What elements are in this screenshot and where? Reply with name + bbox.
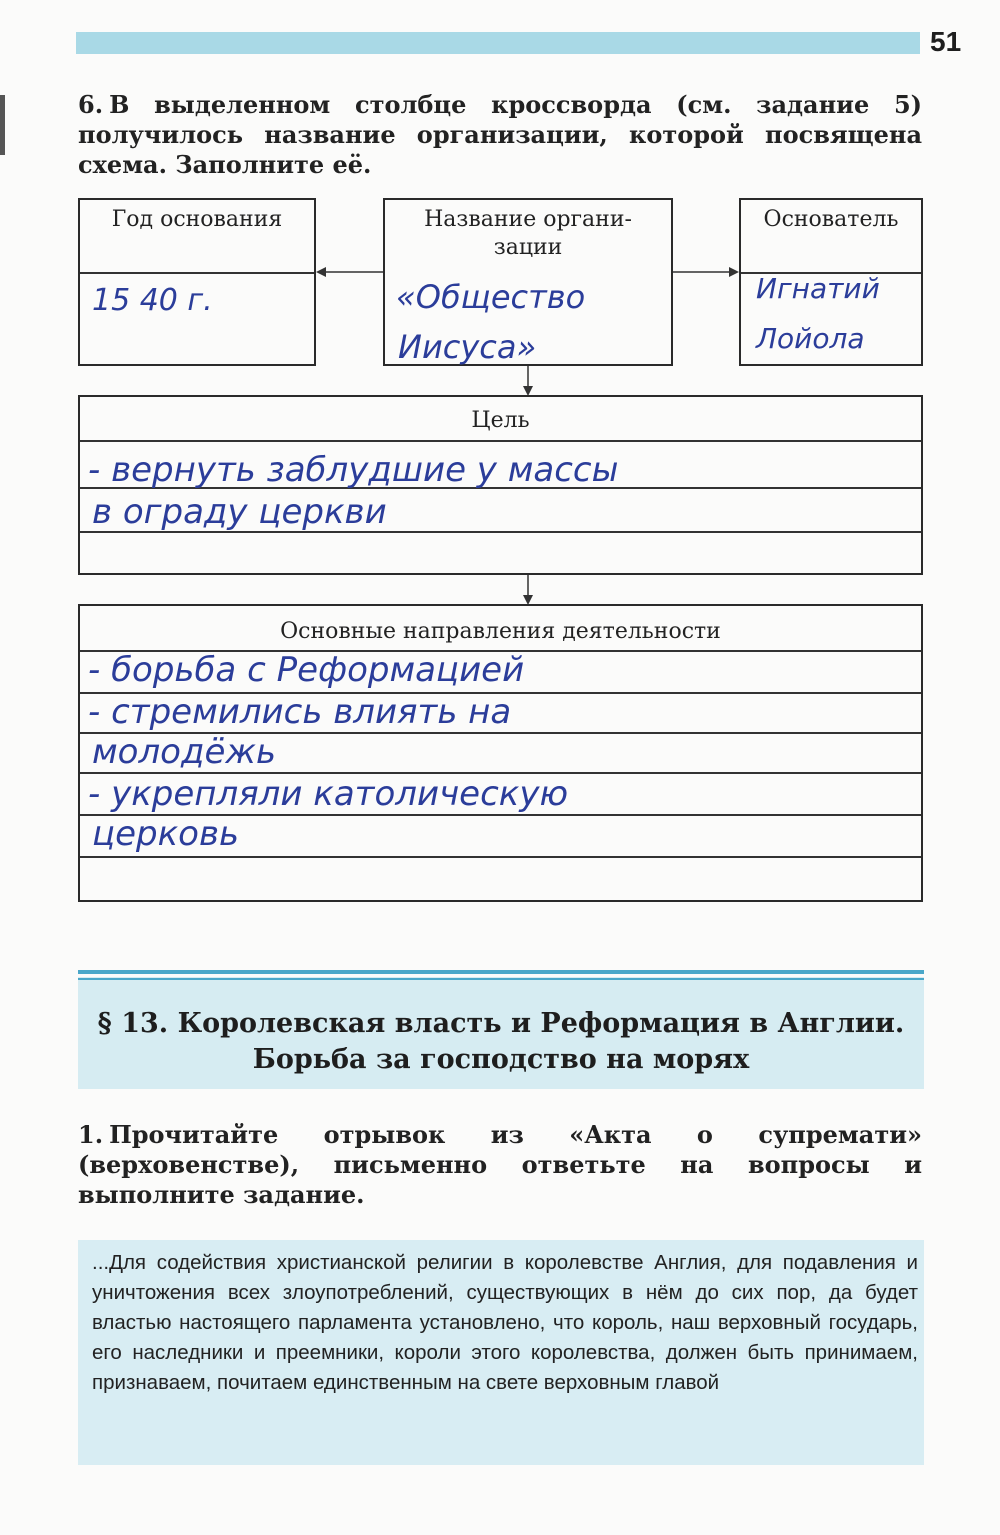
founder-label: Основатель bbox=[763, 207, 899, 232]
header-band bbox=[76, 32, 920, 54]
activities-answer-1: - борьба с Реформацией bbox=[88, 650, 525, 690]
task-number: 1. bbox=[78, 1120, 104, 1149]
activities-answer-3: молодёжь bbox=[92, 732, 277, 772]
arrow-down-icon bbox=[518, 575, 538, 605]
arrow-down-icon bbox=[518, 366, 538, 396]
scan-edge-mark bbox=[0, 95, 5, 155]
task-text: Прочитайте отрывок из «Акта о супремати» (верховенстве), письменно ответьте на вопросы и выполните задание. bbox=[78, 1120, 922, 1209]
arrow-right-icon bbox=[673, 262, 739, 282]
goal-answer-1: - вернуть заблудшие у массы bbox=[88, 450, 619, 490]
year-rule bbox=[80, 272, 314, 274]
page-number: 51 bbox=[930, 26, 962, 57]
year-label: Год основания bbox=[111, 207, 283, 232]
task-text: В выделенном столбце кроссворда (см. задание 5) получилось название организации, которой посвящена схема. Заполните её. bbox=[78, 90, 922, 179]
founder-answer-1: Игнатий bbox=[756, 272, 880, 305]
activities-rule-6 bbox=[80, 856, 921, 858]
activities-answer-5: церковь bbox=[92, 814, 240, 854]
year-answer: 15 40 г. bbox=[92, 283, 213, 318]
name-answer-2: Иисуса» bbox=[398, 328, 537, 366]
section-title: § 13. Королевская власть и Реформация в Англии. Борьба за господство на морях bbox=[97, 1008, 905, 1075]
goal-rule-1 bbox=[80, 440, 921, 442]
founder-answer-2: Лойола bbox=[756, 322, 865, 355]
task-1 bbox=[78, 1120, 922, 1210]
arrow-left-icon bbox=[316, 262, 383, 282]
task-6 bbox=[78, 90, 922, 180]
section-rule-top bbox=[78, 970, 924, 974]
name-answer-1: «Общество bbox=[396, 278, 586, 316]
goal-answer-2: в ограду церкви bbox=[92, 492, 387, 532]
section-rule-bottom bbox=[78, 978, 924, 980]
activities-answer-4: - укрепляли католическую bbox=[88, 774, 569, 814]
activities-label: Основные направления деятельности bbox=[280, 619, 721, 644]
name-label: Название органи-зации bbox=[424, 207, 632, 260]
year-box bbox=[78, 198, 316, 366]
task-number: 6. bbox=[78, 90, 104, 119]
activities-answer-2: - стремились влиять на bbox=[88, 692, 512, 732]
quote-text: ...Для содействия христианской религии в королевстве Англия, для подавления и уничтожения всех злоупотреблений, существующих в нём до сих пор, да будет властью настоящего парламента установлено, что король, наш верховный государь, его наследники и преемники, короли этого королевства, должен быть принимаем, признаваем, почитаем единственным на свете верховным главой bbox=[92, 1251, 918, 1394]
goal-label: Цель bbox=[471, 408, 530, 433]
